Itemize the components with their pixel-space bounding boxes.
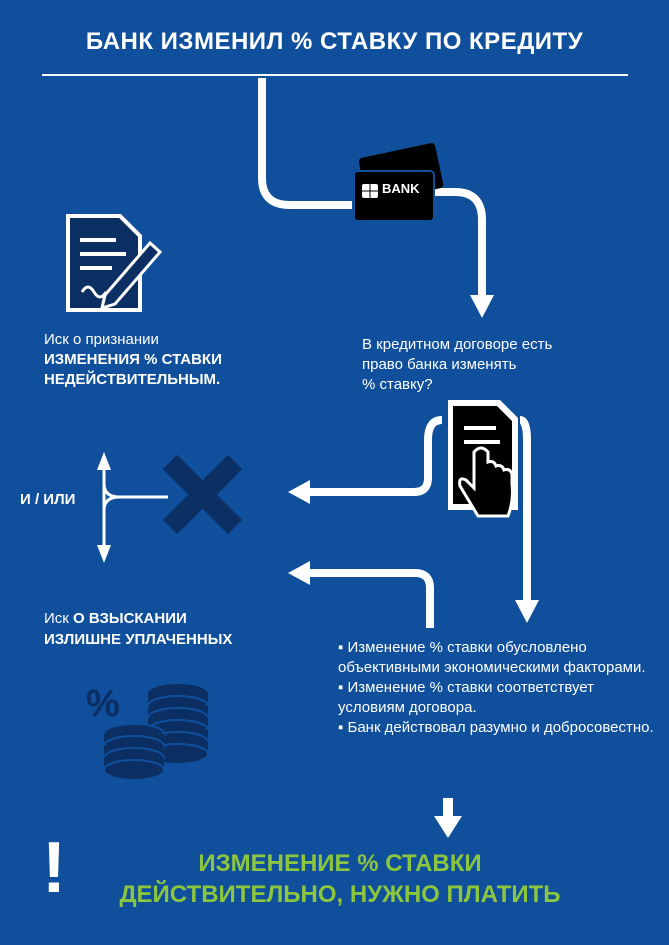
condition-item-3: ▪ Банк действовал разумно и добросовестно. (338, 719, 654, 736)
arrow-down-icon-2 (515, 600, 539, 623)
flow-line-question-to-cross (310, 420, 442, 492)
claim-recover-prefix: Иск (44, 610, 74, 627)
claim-invalid-line1: Иск о признании (44, 331, 159, 348)
question-line1: В кредитном договоре есть (362, 336, 553, 353)
percent-symbol: % (86, 683, 120, 725)
bank-card-label: BANK (382, 181, 420, 196)
and-or-label: И / ИЛИ (20, 491, 76, 508)
exclamation-icon: ! (42, 828, 66, 908)
claim-recover-text (44, 608, 232, 650)
document-pen-icon (68, 216, 160, 310)
arrow-left-icon-2 (288, 561, 310, 585)
document-hand-icon (448, 400, 518, 516)
question-line2: право банка изменять (362, 356, 517, 373)
and-or-branch (97, 452, 168, 563)
flow-line-question-to-conditions (520, 420, 527, 600)
coins-percent-icon (86, 683, 208, 780)
claim-recover-line2: ИЗЛИШНЕ УПЛАЧЕННЫХ (44, 631, 233, 648)
claim-invalid-line3: НЕДЕЙСТВИТЕЛЬНЫМ. (44, 371, 221, 388)
arrow-left-icon (288, 480, 310, 504)
question-line3: % ставку? (362, 376, 433, 393)
flow-line-conditions-to-recover (310, 573, 430, 628)
claim-invalid-text (44, 330, 222, 390)
conclusion-line1: ИЗМЕНЕНИЕ % СТАВКИ (198, 850, 482, 877)
cross-icon (170, 462, 235, 527)
flow-line-title-to-card (262, 78, 352, 205)
conclusion-text (60, 848, 620, 910)
claim-recover-bold: О ВЗЫСКАНИИ (73, 610, 187, 627)
flow-line-card-to-question (433, 192, 482, 295)
claim-invalid-line2: ИЗМЕНЕНИЯ % СТАВКИ (44, 351, 222, 368)
question-text (362, 335, 642, 395)
condition-item-1: ▪ Изменение % ставки обусловлено объективными экономическими факторами. (338, 639, 646, 676)
condition-item-2: ▪ Изменение % ставки соответствует условиям договора. (338, 679, 595, 716)
arrow-down-icon (470, 295, 494, 318)
conditions-list (338, 638, 663, 738)
final-arrow-down-icon (434, 798, 462, 838)
title-underline (42, 74, 628, 76)
page-title: БАНК ИЗМЕНИЛ % СТАВКУ ПО КРЕДИТУ (85, 28, 584, 55)
conclusion-line2: ДЕЙСТВИТЕЛЬНО, НУЖНО ПЛАТИТЬ (119, 881, 561, 908)
